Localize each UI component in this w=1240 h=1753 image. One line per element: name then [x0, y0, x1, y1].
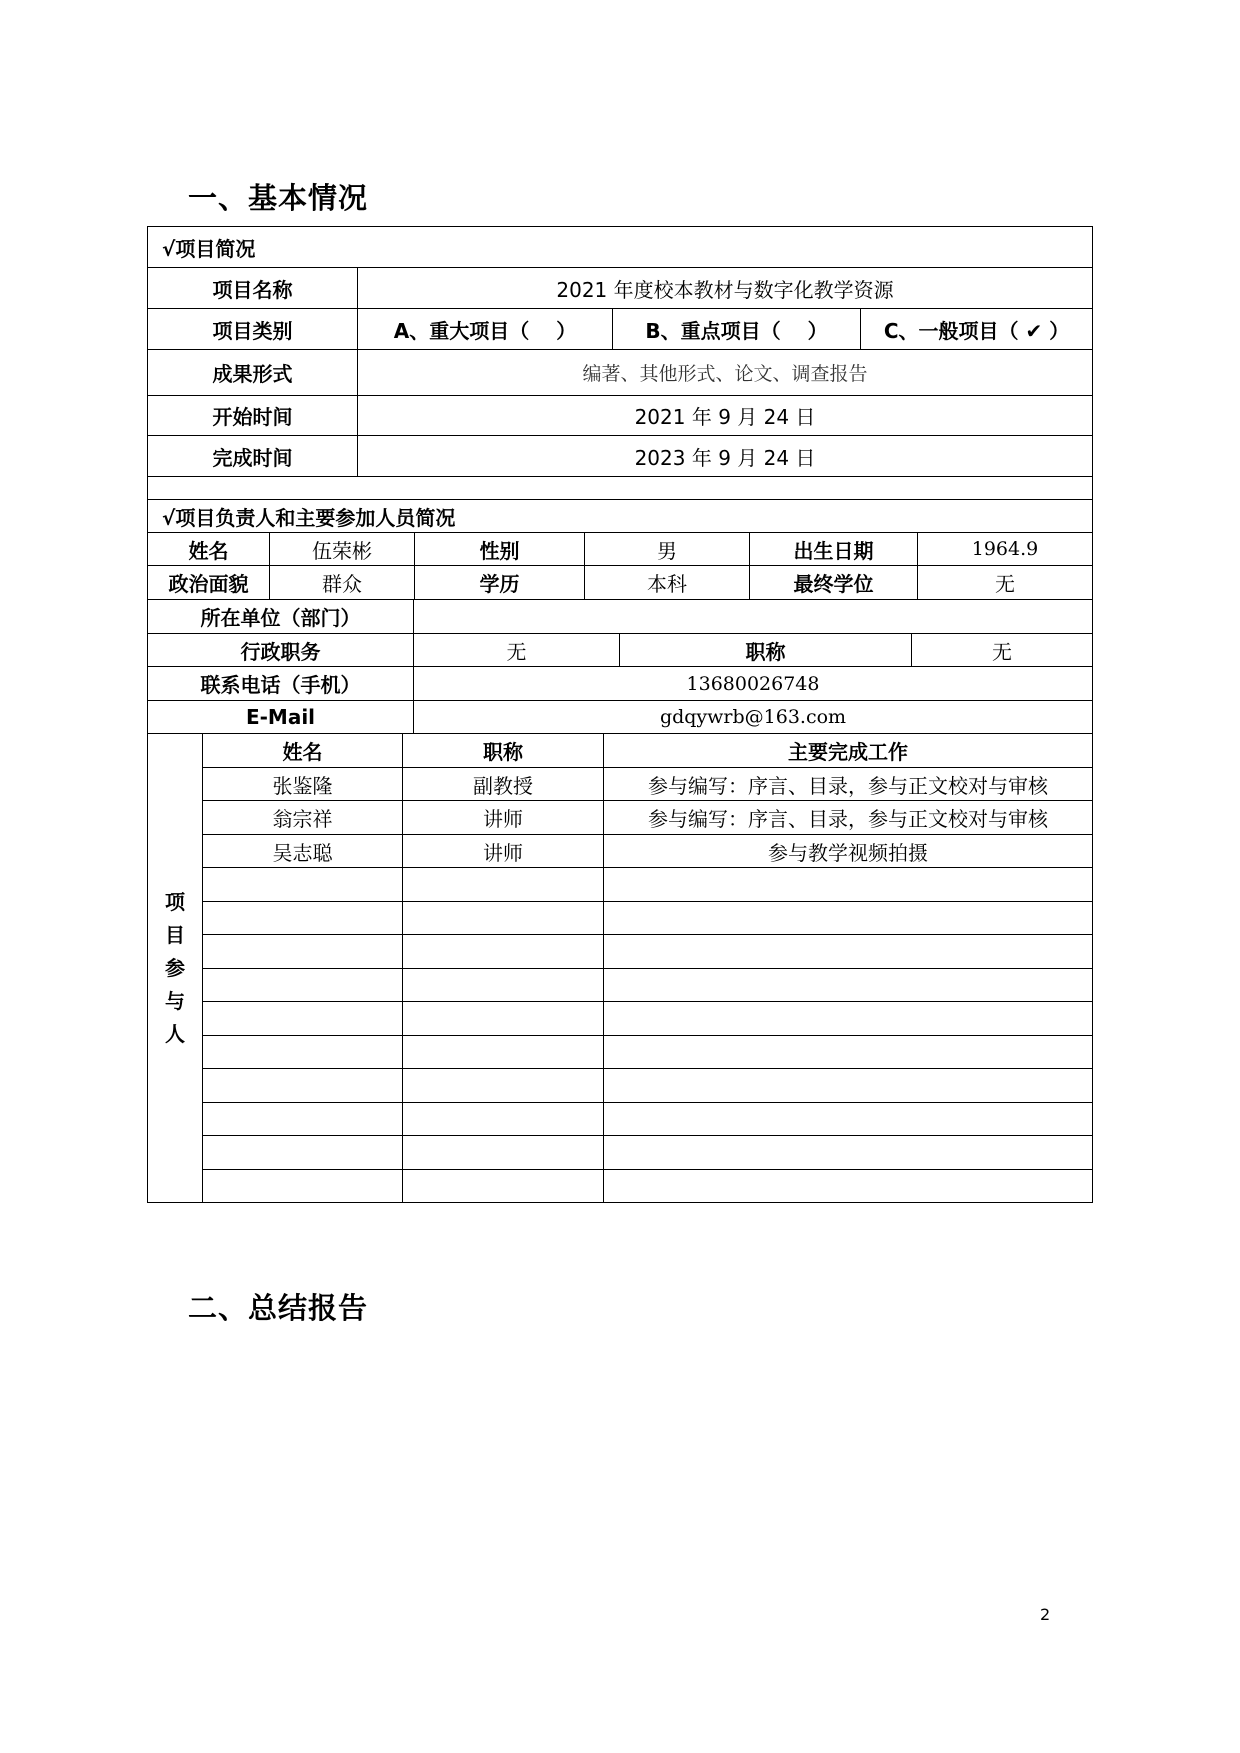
table-row: [148, 1002, 1093, 1036]
participants-side-label: 项 目 参 与 人: [148, 734, 203, 1203]
project-overview-table: [147, 226, 1093, 500]
leader-info-table: [147, 499, 1093, 600]
table-row: [148, 835, 1093, 868]
participant-name: 吴志聪: [203, 835, 403, 868]
leader-contact-table: [147, 599, 1093, 734]
participant-work: [604, 1036, 1093, 1069]
project-name-label: 项目名称: [148, 268, 358, 309]
birth-date-label: 出生日期: [750, 533, 918, 566]
participant-title: [403, 868, 604, 902]
table-row: [148, 969, 1093, 1002]
participant-work: [604, 969, 1093, 1002]
category-a: A、重大项目（ ）: [358, 309, 613, 350]
result-form-label: 成果形式: [148, 350, 358, 396]
degree-label: 最终学位: [750, 566, 918, 600]
email-label: E-Mail: [148, 701, 414, 734]
start-time-value: 2021 年 9 月 24 日: [358, 396, 1093, 436]
participant-work: [604, 1002, 1093, 1036]
birth-date-value: 1964.9: [918, 533, 1093, 566]
section-title-basic: 一、基本情况: [188, 181, 369, 215]
col-header-work: 主要完成工作: [604, 734, 1093, 768]
participant-title: [403, 1069, 604, 1103]
education-value: 本科: [585, 566, 750, 600]
result-form-value: 编著、其他形式、论文、调查报告: [358, 350, 1093, 396]
pro-title-label: 职称: [620, 634, 912, 667]
participant-name: [203, 969, 403, 1002]
participant-title: [403, 1103, 604, 1136]
table-row: [148, 935, 1093, 969]
category-b: B、重点项目（ ）: [613, 309, 861, 350]
project-category-label: 项目类别: [148, 309, 358, 350]
col-header-title: 职称: [403, 734, 604, 768]
participant-title: [403, 902, 604, 935]
table-row: [148, 1136, 1093, 1170]
leader-name-label: 姓名: [148, 533, 270, 566]
gender-value: 男: [585, 533, 750, 566]
category-c: C、一般项目（ ✔ ）: [861, 309, 1093, 350]
participant-work: [604, 1136, 1093, 1170]
participant-name: [203, 902, 403, 935]
participant-work: [604, 868, 1093, 902]
participant-title: [403, 1136, 604, 1170]
participant-title: 副教授: [403, 768, 604, 801]
overview-header: √项目简况: [148, 227, 1093, 268]
pro-title-value: 无: [912, 634, 1093, 667]
table-row: [148, 1103, 1093, 1136]
participant-name: 翁宗祥: [203, 801, 403, 835]
participant-title: 讲师: [403, 835, 604, 868]
project-name-value: 2021 年度校本教材与数字化教学资源: [358, 268, 1093, 309]
email-value: gdqywrb@163.com: [414, 701, 1093, 734]
participant-work: [604, 902, 1093, 935]
leader-name-value: 伍荣彬: [270, 533, 415, 566]
participant-work: [604, 1103, 1093, 1136]
participant-name: [203, 1069, 403, 1103]
phone-value: 13680026748: [414, 667, 1093, 701]
table-row: [148, 768, 1093, 801]
participant-title: [403, 1170, 604, 1203]
admin-position-value: 无: [414, 634, 620, 667]
participant-name: [203, 868, 403, 902]
political-label: 政治面貌: [148, 566, 270, 600]
table-row: [148, 1170, 1093, 1203]
participant-work: [604, 1170, 1093, 1203]
gender-label: 性别: [415, 533, 585, 566]
end-time-label: 完成时间: [148, 436, 358, 477]
participant-name: [203, 1036, 403, 1069]
start-time-label: 开始时间: [148, 396, 358, 436]
participant-work: [604, 935, 1093, 969]
participant-work: [604, 1069, 1093, 1103]
participant-name: [203, 1170, 403, 1203]
table-row: [148, 1036, 1093, 1069]
leader-header: √项目负责人和主要参加人员简况: [148, 500, 1093, 533]
participants-table: [147, 733, 1093, 1203]
participant-name: [203, 935, 403, 969]
col-header-name: 姓名: [203, 734, 403, 768]
table-row: [148, 1069, 1093, 1103]
participant-work: 参与教学视频拍摄: [604, 835, 1093, 868]
participant-work: 参与编写：序言、目录，参与正文校对与审核: [604, 768, 1093, 801]
political-value: 群众: [270, 566, 415, 600]
participant-title: [403, 935, 604, 969]
participant-title: [403, 969, 604, 1002]
participant-name: [203, 1002, 403, 1036]
participant-work: 参与编写：序言、目录，参与正文校对与审核: [604, 801, 1093, 835]
section-title-summary: 二、总结报告: [188, 1291, 369, 1325]
degree-value: 无: [918, 566, 1093, 600]
table-row: [148, 902, 1093, 935]
admin-position-label: 行政职务: [148, 634, 414, 667]
end-time-value: 2023 年 9 月 24 日: [358, 436, 1093, 477]
table-row: [148, 868, 1093, 902]
unit-label: 所在单位（部门）: [148, 600, 414, 634]
participant-title: [403, 1002, 604, 1036]
unit-value: [414, 600, 1093, 634]
participant-name: 张鉴隆: [203, 768, 403, 801]
education-label: 学历: [415, 566, 585, 600]
page-number: 2: [1040, 1605, 1051, 1624]
participant-title: 讲师: [403, 801, 604, 835]
table-row: [148, 801, 1093, 835]
phone-label: 联系电话（手机）: [148, 667, 414, 701]
participant-name: [203, 1103, 403, 1136]
spacer-row: [148, 477, 1093, 500]
participant-title: [403, 1036, 604, 1069]
participant-name: [203, 1136, 403, 1170]
